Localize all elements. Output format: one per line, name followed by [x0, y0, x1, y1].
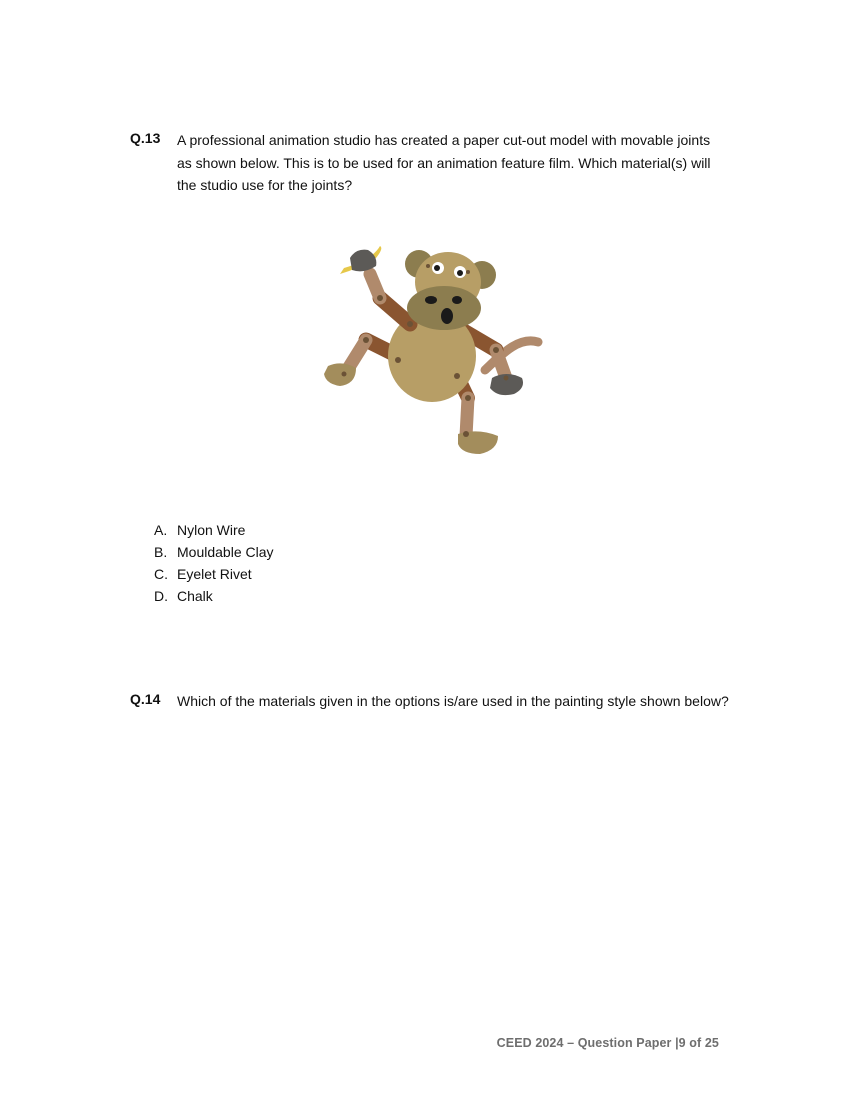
- option-a: [154, 519, 274, 541]
- monkey-mouth: [441, 308, 453, 324]
- question-14-text: Which of the materials given in the options is/are used in the painting style shown below?: [177, 693, 729, 709]
- joint: [363, 337, 369, 343]
- question-14-number: Q.14: [130, 691, 161, 707]
- monkey-face: [407, 286, 481, 330]
- joint: [465, 395, 471, 401]
- page-footer: CEED 2024 – Question Paper |9 of 25: [496, 1036, 719, 1050]
- option-b: [154, 541, 274, 563]
- monkey-left-nostril: [425, 296, 437, 304]
- joint: [454, 373, 460, 379]
- joint: [342, 372, 347, 377]
- joint: [466, 270, 470, 274]
- option-text: Chalk: [177, 588, 213, 604]
- joint: [504, 376, 509, 381]
- joint: [407, 321, 413, 327]
- joint: [493, 347, 499, 353]
- option-text: Eyelet Rivet: [177, 566, 252, 582]
- monkey-left-hand: [350, 250, 376, 272]
- monkey-right-pupil: [457, 270, 463, 276]
- option-letter: D.: [154, 588, 168, 604]
- question-13-text: A professional animation studio has created a paper cut-out model with movable joints as shown below. This is to be used for an animation feature film. Which material(s) will the studio use for the joints?: [177, 132, 711, 193]
- option-letter: B.: [154, 544, 168, 560]
- option-letter: A.: [154, 522, 168, 538]
- monkey-left-foot: [324, 363, 356, 386]
- option-text: Mouldable Clay: [177, 544, 274, 560]
- joint: [395, 357, 401, 363]
- monkey-right-nostril: [452, 296, 462, 304]
- monkey-left-pupil: [434, 265, 440, 271]
- option-d: [154, 585, 274, 607]
- monkey-right-lower-leg: [466, 398, 468, 436]
- option-c: [154, 563, 274, 585]
- monkey-cutout-figure: [300, 238, 550, 463]
- question-13-number: Q.13: [130, 130, 161, 146]
- joint: [377, 295, 383, 301]
- monkey-left-lower-arm: [370, 274, 380, 298]
- joint: [426, 264, 430, 268]
- option-text: Nylon Wire: [177, 522, 246, 538]
- question-13-options: [154, 519, 274, 607]
- joint: [463, 431, 469, 437]
- option-letter: C.: [154, 566, 168, 582]
